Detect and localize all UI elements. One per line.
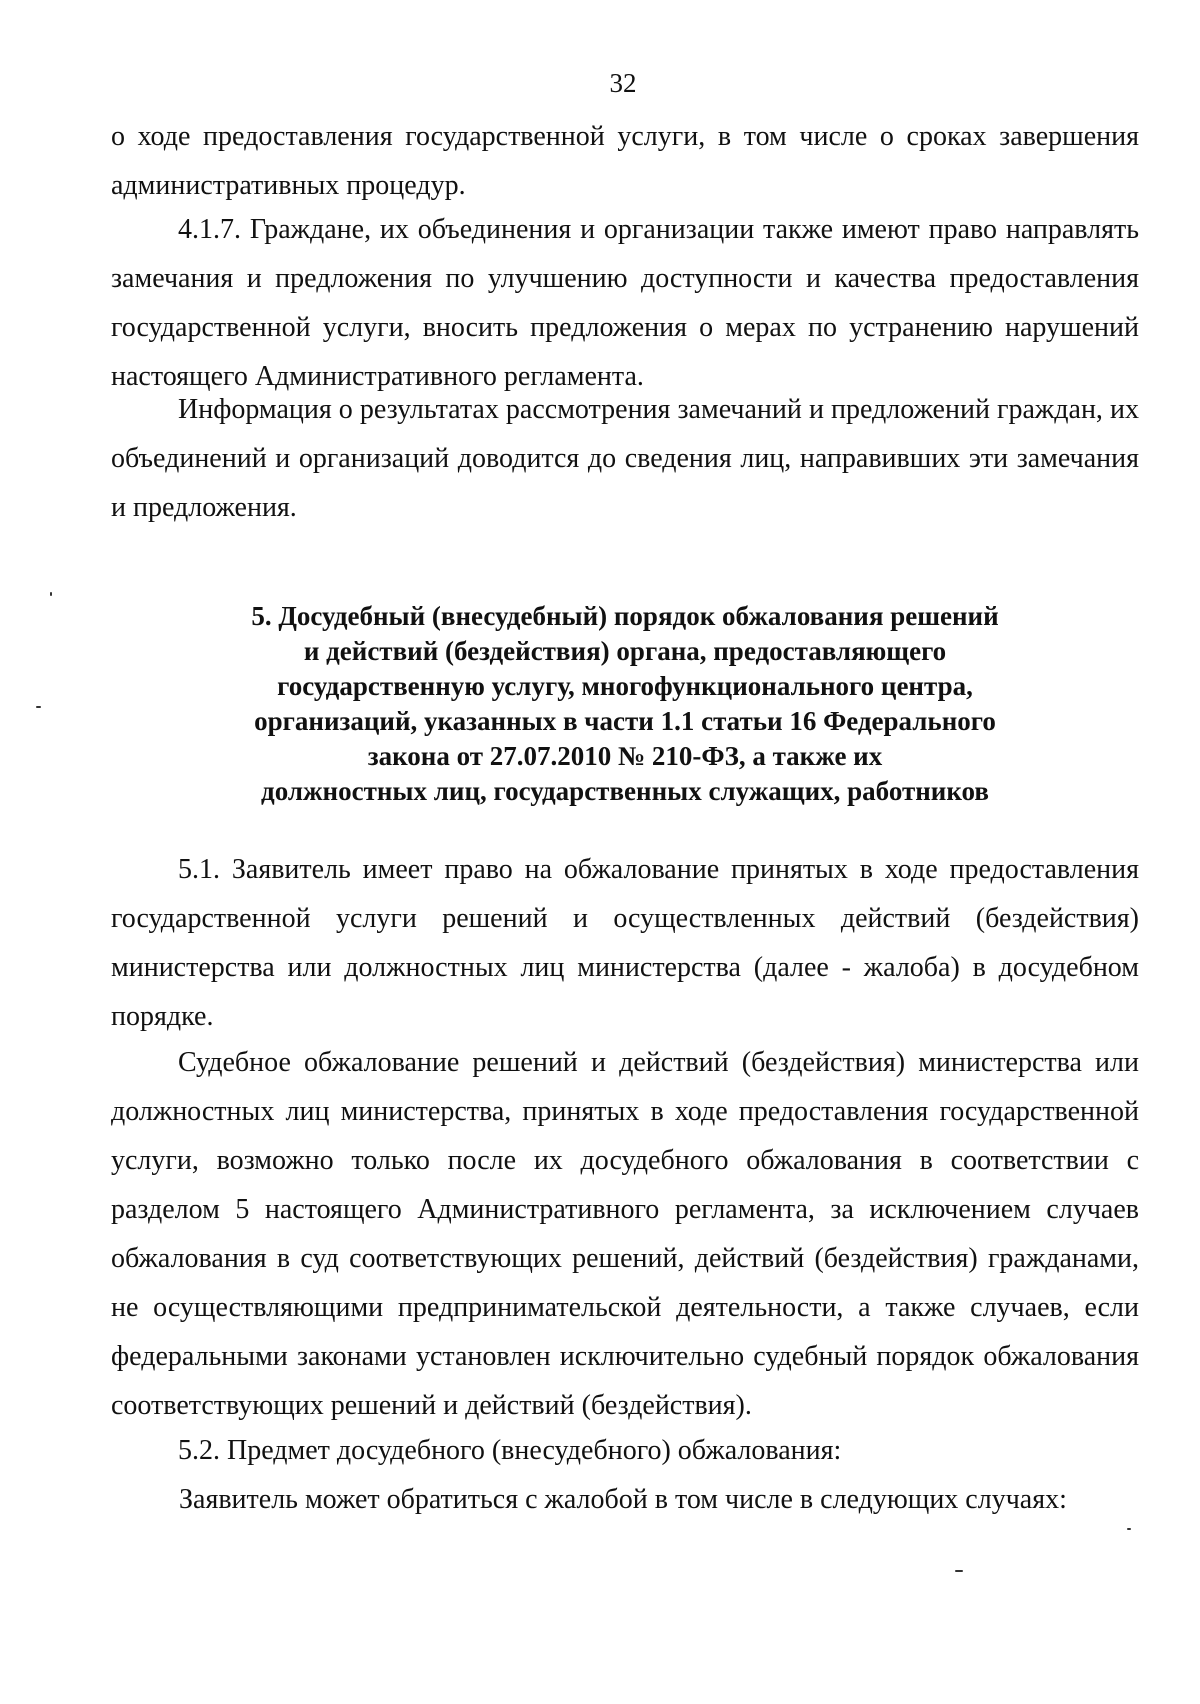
heading-line: 5. Досудебный (внесудебный) порядок обжалования решений <box>251 601 999 631</box>
heading-line: закона от 27.07.2010 № 210-ФЗ, а также их <box>367 741 883 771</box>
section-5-heading <box>0 599 1200 809</box>
paragraph-continuation: о ходе предоставления государственной услуги, в том числе о сроках завершения административных процедур. <box>111 121 1139 201</box>
paragraph-judicial-appeal: Судебное обжалование решений и действий (бездействия) министерства или должностных лиц министерства, принятых в ходе предоставления государственной услуги, возможно только после их досудебного обжалования в соответствии с разделом 5 настоящего Административного регламента, за исключением случаев обжалования в суд соответствующих решений, действий (бездействия) гражданами, не осуществляющими предпринимательской деятельности, а также случаев, если федеральными законами установлен исключительно судебный порядок обжалования соответствующих решений и действий (бездействия). <box>111 1047 1139 1421</box>
scan-speck <box>1127 1528 1131 1530</box>
heading-line: организаций, указанных в части 1.1 статьи 16 Федерального <box>254 706 996 736</box>
heading-line: должностных лиц, государственных служащих, работников <box>261 776 989 806</box>
paragraph-information: Информация о результатах рассмотрения замечаний и предложений граждан, их объединений и организаций доводится до сведения лиц, направивших эти замечания и предложения. <box>111 394 1139 523</box>
paragraph-5-1: 5.1. Заявитель имеет право на обжалование принятых в ходе предоставления государственной услуги решений и осуществленных действий (бездействия) министерства или должностных лиц министерства (далее - жалоба) в досудебном порядке. <box>111 854 1139 1032</box>
page-number: 32 <box>609 68 637 98</box>
scan-speck <box>50 592 52 596</box>
paragraph-complaint-cases: Заявитель может обратиться с жалобой в том числе в следующих случаях: <box>179 1484 1067 1515</box>
heading-line: и действий (бездействия) органа, предоставляющего <box>303 636 947 666</box>
heading-line: государственную услугу, многофункционального центра, <box>277 671 973 701</box>
scan-speck <box>955 1570 963 1572</box>
paragraph-5-2: 5.2. Предмет досудебного (внесудебного) обжалования: <box>178 1435 842 1466</box>
paragraph-4-1-7: 4.1.7. Граждане, их объединения и организации также имеют право направлять замечания и предложения по улучшению доступности и качества предоставления государственной услуги, вносить предложения о мерах по устранению нарушений настоящего Административного регламента. <box>111 214 1139 392</box>
scan-speck <box>36 706 41 708</box>
